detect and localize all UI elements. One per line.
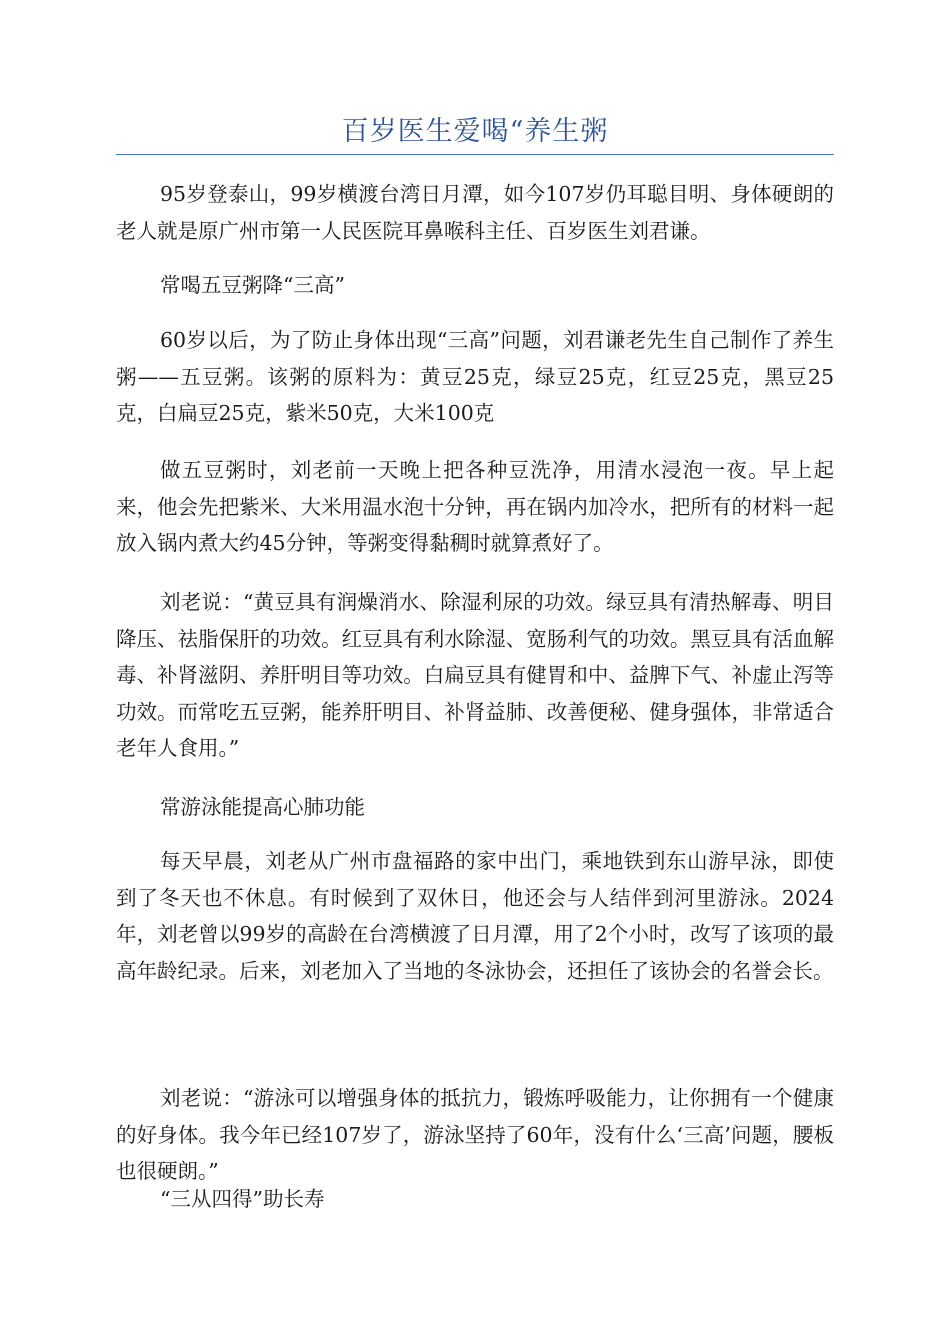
paragraph-porridge-recipe: 60岁以后，为了防止身体出现“三高”问题，刘君谦老先生自己制作了养生粥——五豆粥。该粥的原料为：黄豆25克，绿豆25克，红豆25克，黑豆25克，白扁豆25克，紫米50克，大米100克 <box>116 328 834 425</box>
paragraph-bean-benefits-quote: 刘老说：“黄豆具有润燥消水、除湿利尿的功效。绿豆具有清热解毒、明目降压、祛脂保肝的功效。红豆具有利水除湿、宽肠利气的功效。黑豆具有活血解毒、补肾滋阴、养肝明目等功效。白扁豆具有健胃和中、益脾下气、补虚止泻等功效。而常吃五豆粥，能养肝明目、补肾益肺、改善便秘、健身强体，非常适合老年人食用。” <box>116 590 834 760</box>
section-heading-five-bean-porridge: 常喝五豆粥降“三高” <box>160 273 345 297</box>
section-heading-swimming: 常游泳能提高心肺功能 <box>160 795 365 819</box>
paragraph-swimming-routine: 每天早晨，刘老从广州市盘福路的家中出门，乘地铁到东山游早泳，即使到了冬天也不休息。有时候到了双休日，他还会与人结伴到河里游泳。2024年，刘老曾以99岁的高龄在台湾横渡了日月潭，用了2个小时，改写了该项的最高年龄纪录。后来，刘老加入了当地的冬泳协会，还担任了该协会的名誉会长。 <box>116 849 834 983</box>
section-heading-longevity: “三从四得”助长寿 <box>160 1187 325 1211</box>
paragraph-swimming-quote: 刘老说：“游泳可以增强身体的抵抗力，锻炼呼吸能力，让你拥有一个健康的好身体。我今年已经107岁了，游泳坚持了60年，没有什么‘三高’问题，腰板也很硬朗。” <box>116 1086 834 1183</box>
paragraph-intro: 95岁登泰山，99岁横渡台湾日月潭，如今107岁仍耳聪目明、身体硬朗的老人就是原广州市第一人民医院耳鼻喉科主任、百岁医生刘君谦。 <box>116 182 834 243</box>
paragraph-porridge-method: 做五豆粥时，刘老前一天晚上把各种豆洗净，用清水浸泡一夜。早上起来，他会先把紫米、大米用温水泡十分钟，再在锅内加冷水，把所有的材料一起放入锅内煮大约45分钟，等粥变得黏稠时就算煮好了。 <box>116 458 834 555</box>
document-title: 百岁医生爱喝“养生粥 <box>341 116 609 147</box>
title-underline <box>116 154 834 155</box>
